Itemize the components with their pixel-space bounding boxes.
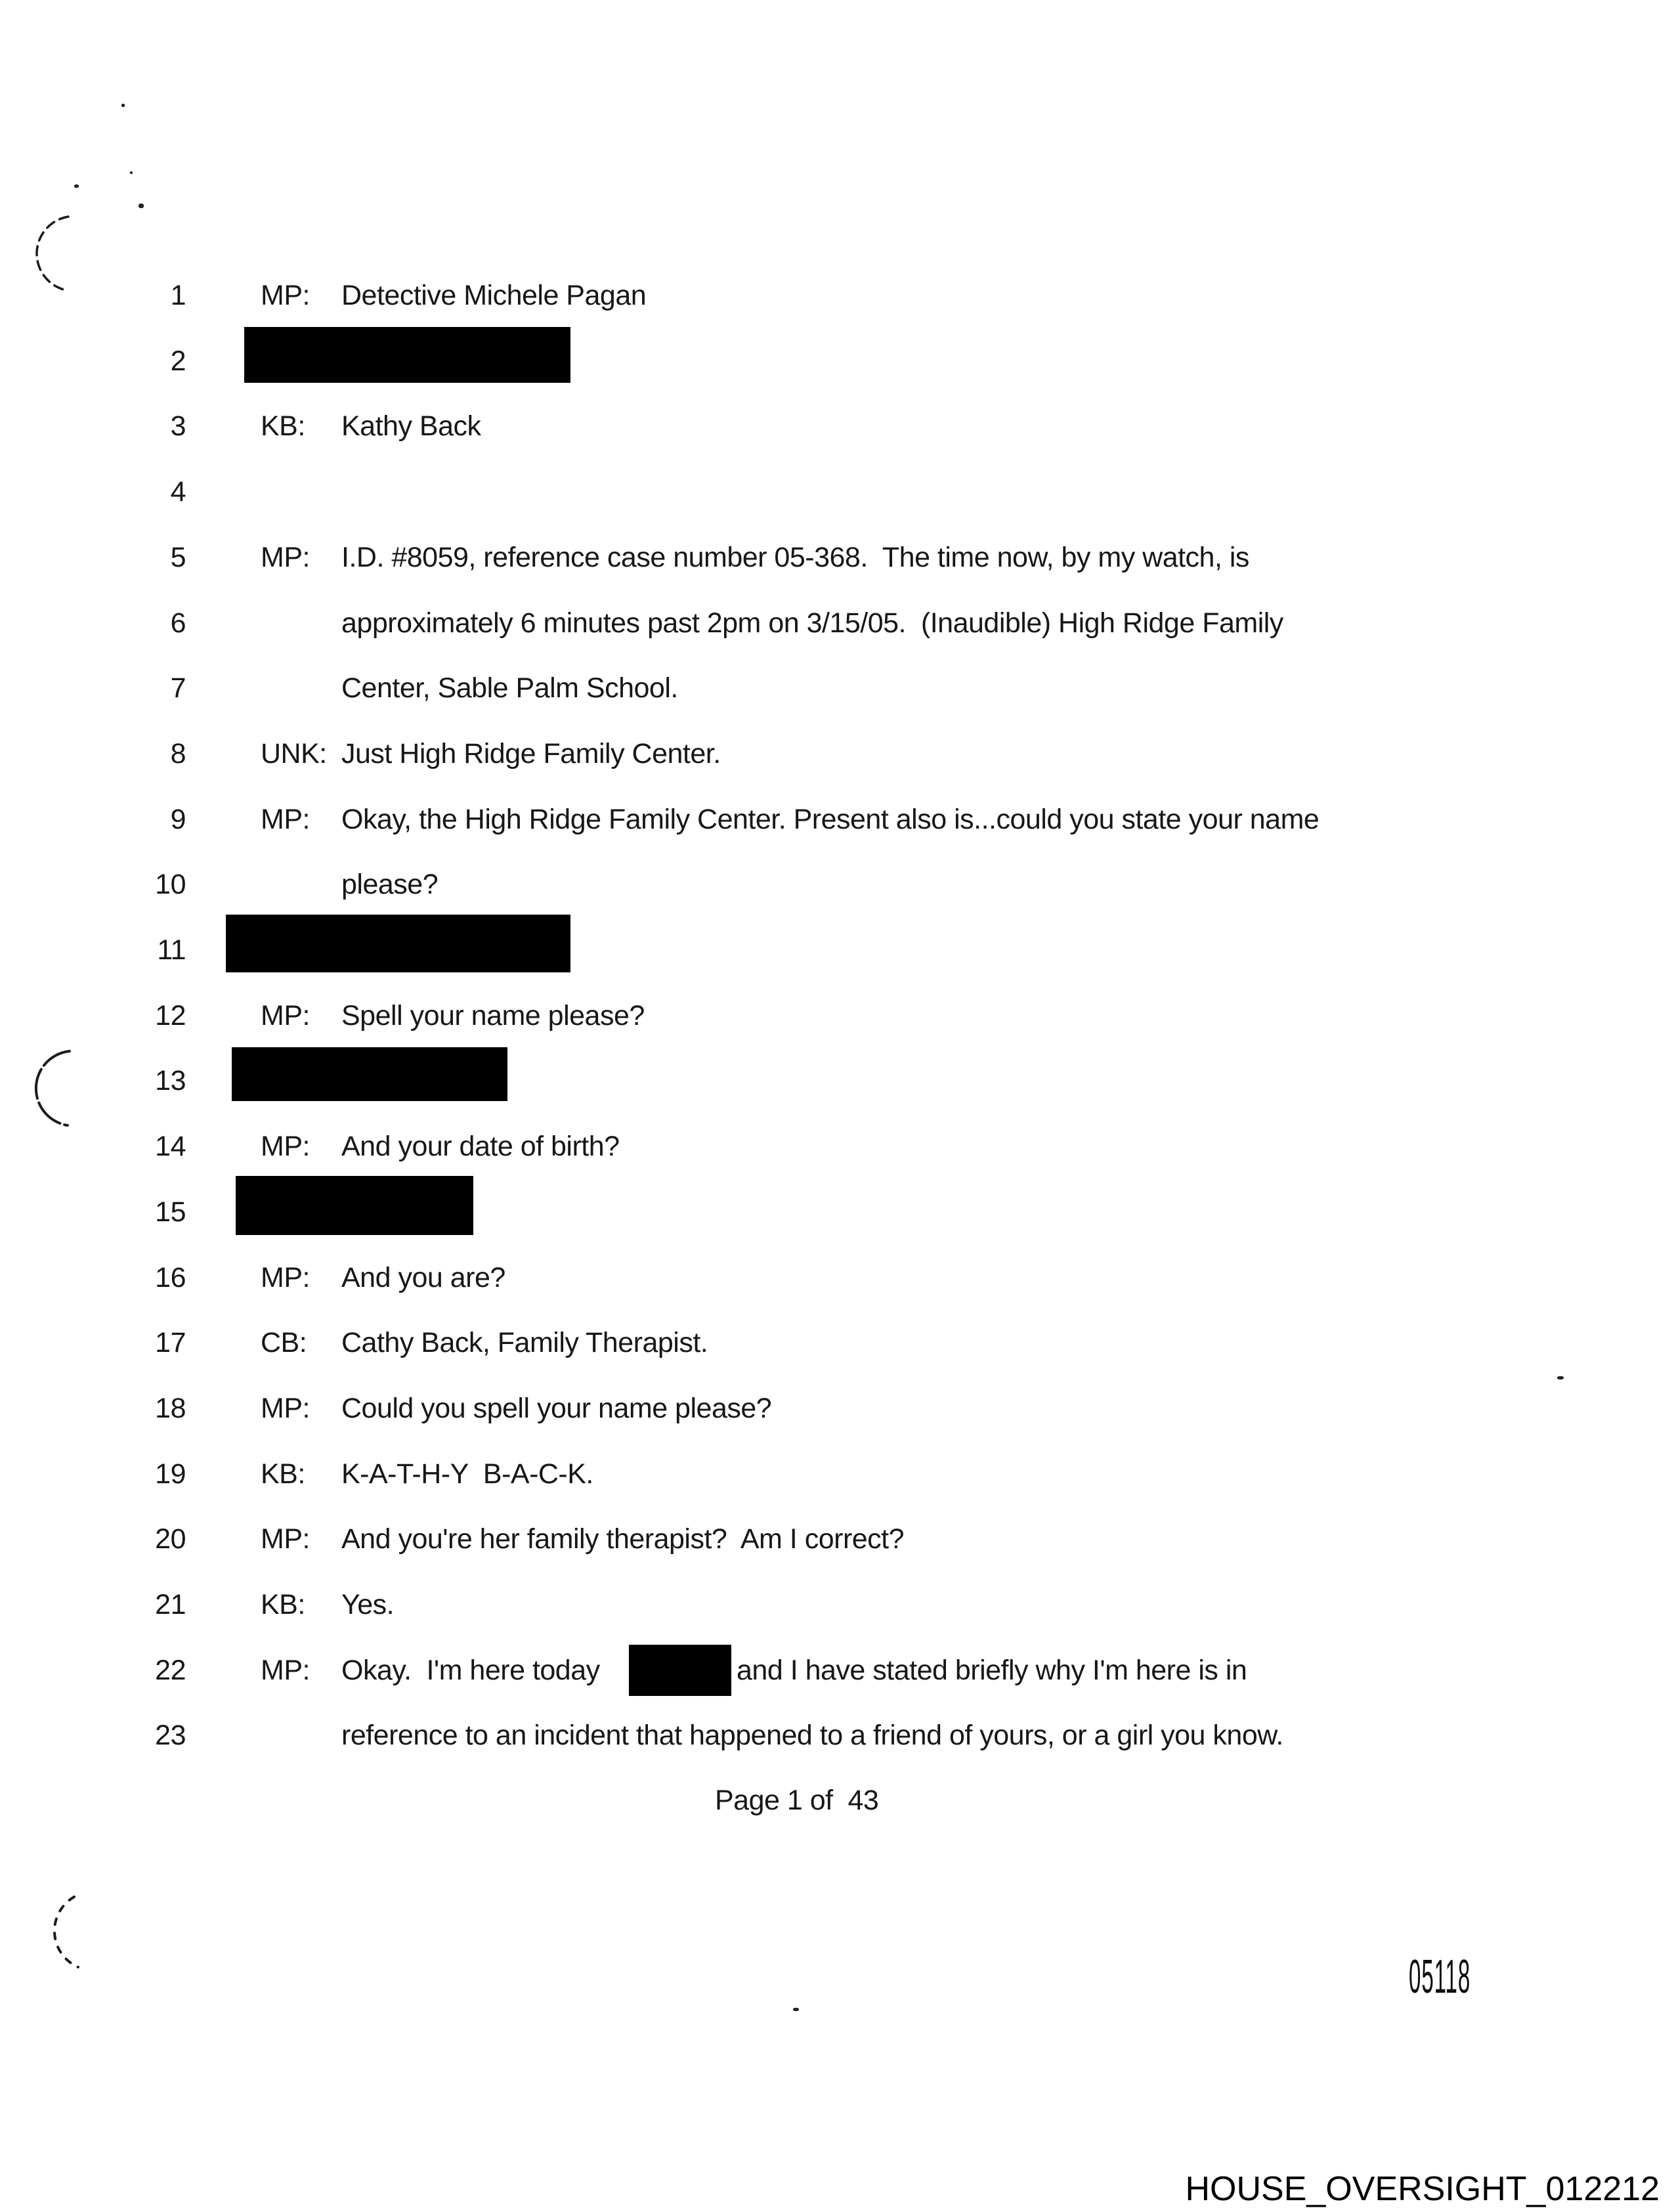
transcript-line bbox=[0, 929, 1674, 971]
transcript-line bbox=[0, 1257, 1674, 1299]
line-text: And you're her family therapist? Am I correct? bbox=[341, 1523, 905, 1555]
scan-speck bbox=[130, 171, 133, 174]
line-text: Okay. I'm here today bbox=[341, 1655, 600, 1686]
speaker-label: MP: bbox=[261, 804, 310, 835]
line-text: and I have stated briefly why I'm here is in bbox=[737, 1655, 1247, 1686]
transcript-line bbox=[0, 274, 1674, 316]
speaker-label: MP: bbox=[261, 280, 310, 311]
line-text: Cathy Back, Family Therapist. bbox=[341, 1327, 708, 1358]
page-number-label: Page 1 of 43 bbox=[715, 1785, 879, 1816]
line-text: approximately 6 minutes past 2pm on 3/15/05. (Inaudible) High Ridge Family bbox=[341, 607, 1283, 639]
line-text: Kathy Back bbox=[341, 410, 481, 442]
speaker-label: MP: bbox=[261, 1131, 310, 1162]
speaker-label: MP: bbox=[261, 542, 310, 573]
line-text: And your date of birth? bbox=[341, 1131, 620, 1162]
line-number: 22 bbox=[155, 1655, 186, 1686]
speaker-label: KB: bbox=[261, 1589, 305, 1620]
transcript-line bbox=[0, 798, 1674, 840]
speaker-label: KB: bbox=[261, 410, 305, 442]
line-number: 3 bbox=[170, 410, 186, 442]
line-number: 23 bbox=[155, 1720, 186, 1751]
line-text: Detective Michele Pagan bbox=[341, 280, 647, 311]
transcript-line bbox=[0, 1453, 1674, 1495]
scan-speck bbox=[1557, 1376, 1564, 1379]
line-text: K-A-T-H-Y B-A-C-K. bbox=[341, 1458, 593, 1490]
speaker-label: MP: bbox=[261, 1262, 310, 1293]
line-number: 2 bbox=[170, 345, 186, 377]
line-number: 15 bbox=[155, 1196, 186, 1228]
line-text: Spell your name please? bbox=[341, 1000, 645, 1031]
line-number: 10 bbox=[155, 869, 186, 900]
transcript-line bbox=[0, 733, 1674, 775]
speaker-label: MP: bbox=[261, 1655, 310, 1686]
line-text: Okay, the High Ridge Family Center. Present also is...could you state your name bbox=[341, 804, 1320, 835]
transcript-line bbox=[0, 667, 1674, 709]
scan-speck bbox=[793, 2008, 799, 2011]
line-number: 1 bbox=[170, 280, 186, 311]
stamp-number: 05118 bbox=[1409, 1951, 1471, 2003]
transcript-line bbox=[0, 1191, 1674, 1233]
line-number: 19 bbox=[155, 1458, 186, 1490]
transcript-line bbox=[0, 1649, 1674, 1691]
transcript-line bbox=[0, 1322, 1674, 1364]
transcript-line bbox=[0, 995, 1674, 1037]
scan-speck bbox=[121, 104, 125, 107]
redaction-bar bbox=[629, 1645, 731, 1696]
speaker-label: MP: bbox=[261, 1393, 310, 1424]
transcript-line bbox=[0, 863, 1674, 905]
line-number: 6 bbox=[170, 607, 186, 639]
line-number: 20 bbox=[155, 1523, 186, 1555]
line-number: 7 bbox=[170, 672, 186, 704]
transcript-line bbox=[0, 340, 1674, 382]
speaker-label: MP: bbox=[261, 1000, 310, 1031]
speaker-label: CB: bbox=[261, 1327, 307, 1358]
transcript-line bbox=[0, 471, 1674, 513]
redaction-bar bbox=[236, 1176, 473, 1235]
line-text: I.D. #8059, reference case number 05-368. The time now, by my watch, is bbox=[341, 542, 1249, 573]
line-text: reference to an incident that happened to a friend of yours, or a girl you know. bbox=[341, 1720, 1283, 1751]
line-text: please? bbox=[341, 869, 439, 900]
line-text: Center, Sable Palm School. bbox=[341, 672, 678, 704]
line-number: 18 bbox=[155, 1393, 186, 1424]
transcript-line bbox=[0, 405, 1674, 447]
line-number: 9 bbox=[170, 804, 186, 835]
redaction-bar bbox=[226, 915, 570, 972]
line-text: Just High Ridge Family Center. bbox=[341, 738, 721, 770]
line-number: 14 bbox=[155, 1131, 186, 1162]
transcript-line bbox=[0, 536, 1674, 578]
line-number: 8 bbox=[170, 738, 186, 770]
transcript-line bbox=[0, 1714, 1674, 1756]
speaker-label: UNK: bbox=[261, 738, 327, 770]
line-number: 12 bbox=[155, 1000, 186, 1031]
line-number: 11 bbox=[157, 934, 186, 966]
line-text: And you are? bbox=[341, 1262, 505, 1293]
redaction-bar bbox=[244, 327, 570, 383]
transcript-line bbox=[0, 602, 1674, 644]
line-number: 13 bbox=[155, 1065, 186, 1096]
line-number: 17 bbox=[155, 1327, 186, 1358]
line-number: 4 bbox=[170, 476, 186, 508]
line-number: 5 bbox=[170, 542, 186, 573]
transcript-line bbox=[0, 1518, 1674, 1560]
scan-speck bbox=[74, 184, 79, 188]
transcript-line bbox=[0, 1387, 1674, 1429]
bates-number: HOUSE_OVERSIGHT_012212 bbox=[1185, 2170, 1660, 2208]
scan-speck bbox=[139, 204, 144, 208]
transcript-line bbox=[0, 1060, 1674, 1102]
line-text: Yes. bbox=[341, 1589, 395, 1620]
speaker-label: KB: bbox=[261, 1458, 305, 1490]
line-number: 21 bbox=[155, 1589, 186, 1620]
line-text: Could you spell your name please? bbox=[341, 1393, 772, 1424]
line-number: 16 bbox=[155, 1262, 186, 1293]
redaction-bar bbox=[232, 1047, 507, 1101]
transcript-line bbox=[0, 1584, 1674, 1626]
speaker-label: MP: bbox=[261, 1523, 310, 1555]
transcript-line bbox=[0, 1125, 1674, 1167]
